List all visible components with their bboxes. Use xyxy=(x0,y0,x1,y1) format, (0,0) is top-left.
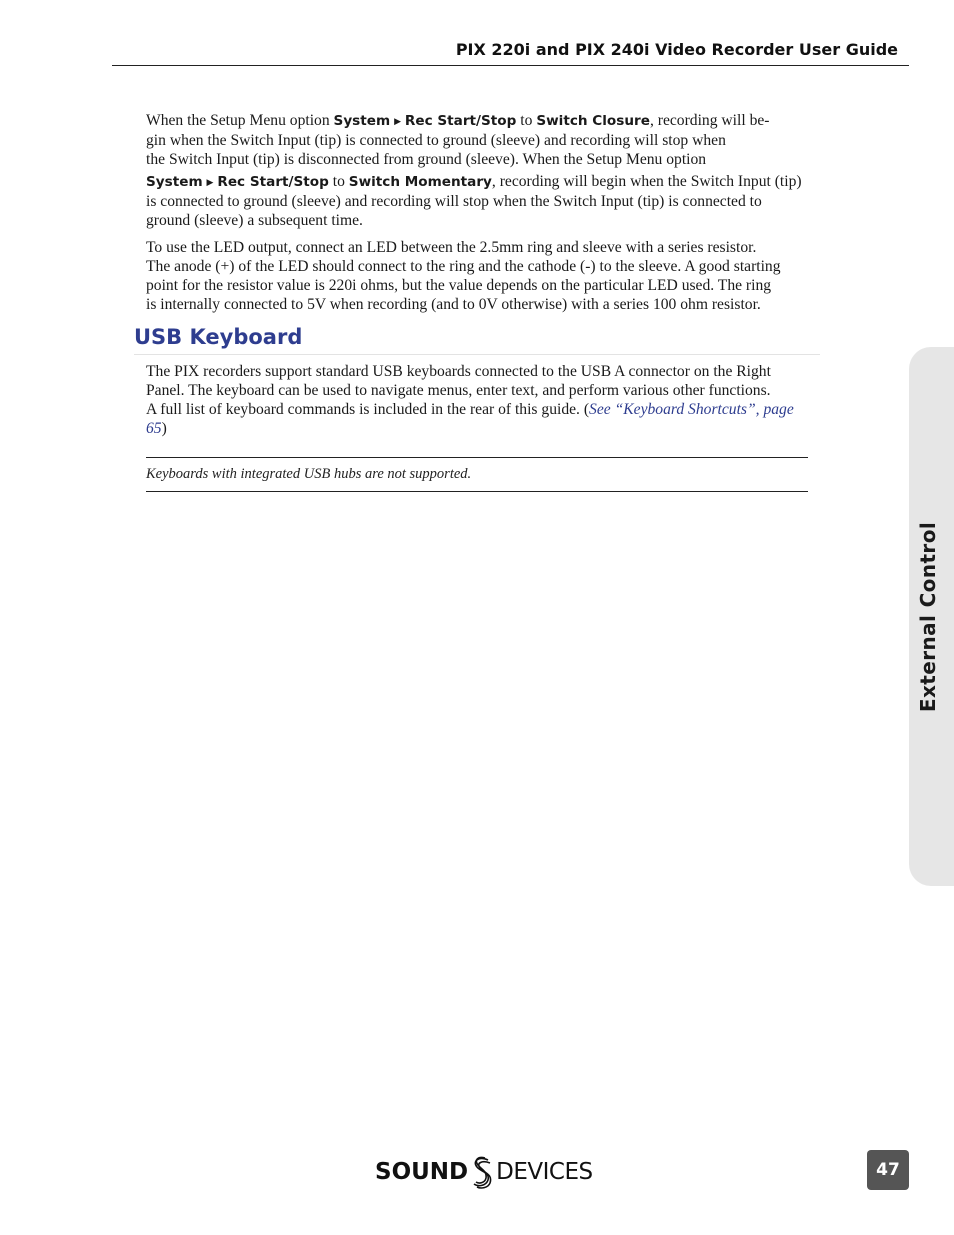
right-arrow-icon: ▶ xyxy=(394,116,401,126)
paragraph-line: Panel. The keyboard can be used to navigate menus, enter text, and perform various other functions. xyxy=(146,382,771,399)
paragraph-line: is internally connected to 5V when recording (and to 0V otherwise) with a series 100 ohm resistor. xyxy=(146,296,761,313)
text-run: , recording will begin when the Switch Input (tip) xyxy=(491,173,802,190)
paragraph-line xyxy=(146,172,842,192)
text-run: to xyxy=(328,173,349,190)
chapter-side-tab-label: External Control xyxy=(916,521,940,713)
keyboard-shortcuts-link[interactable]: See “Keyboard Shortcuts”, page xyxy=(589,401,794,418)
note-top-rule xyxy=(146,457,808,458)
paragraph-line: The anode (+) of the LED should connect to the ring and the cathode (-) to the sleeve. A good starting xyxy=(146,258,781,275)
logo-word-devices: DEVICES xyxy=(496,1159,593,1185)
paragraph-line xyxy=(146,419,842,438)
paragraph-line: To use the LED output, connect an LED between the 2.5mm ring and sleeve with a series resistor. xyxy=(146,239,757,256)
sound-devices-logo xyxy=(375,1155,593,1189)
text-run: A full list of keyboard commands is included in the rear of this guide. ( xyxy=(146,401,590,418)
heading-rule xyxy=(134,354,820,355)
paragraph-line: point for the resistor value is 220i ohms, but the value depends on the particular LED used. The ring xyxy=(146,277,772,294)
paragraph-line: is connected to ground (sleeve) and recording will stop when the Switch Input (tip) is connected to xyxy=(146,193,762,210)
text-run: ) xyxy=(161,420,167,437)
text-run: , recording will be- xyxy=(649,112,770,129)
note-bottom-rule xyxy=(146,491,808,492)
paragraph-usb-keyboard xyxy=(146,362,842,438)
menu-system: System xyxy=(333,113,391,129)
section-heading: USB Keyboard xyxy=(134,325,303,349)
logo-word-sound: SOUND xyxy=(375,1159,469,1185)
menu-switch-closure: Switch Closure xyxy=(536,113,650,129)
menu-rec-start-stop: Rec Start/Stop xyxy=(404,113,517,129)
paragraph-line: The PIX recorders support standard USB keyboards connected to the USB A connector on the Right xyxy=(146,363,771,380)
paragraph-line: the Switch Input (tip) is disconnected from ground (sleeve). When the Setup Menu option xyxy=(146,151,707,168)
note-text: Keyboards with integrated USB hubs are not supported. xyxy=(146,466,472,482)
keyboard-shortcuts-link-page[interactable]: 65 xyxy=(146,420,162,437)
paragraph-led-output xyxy=(146,238,842,314)
menu-rec-start-stop: Rec Start/Stop xyxy=(217,174,329,190)
paragraph-line xyxy=(146,111,842,131)
menu-system: System xyxy=(146,174,203,190)
right-arrow-icon: ▶ xyxy=(206,177,214,187)
page-number-badge: 47 xyxy=(867,1150,909,1190)
header-title: PIX 220i and PIX 240i Video Recorder User Guide xyxy=(455,40,898,59)
paragraph-line xyxy=(146,400,842,419)
sound-devices-s-mark-icon xyxy=(469,1155,495,1189)
header-rule xyxy=(112,65,909,66)
text-run: When the Setup Menu option xyxy=(146,112,334,129)
text-run: to xyxy=(516,112,537,129)
paragraph-line: gin when the Switch Input (tip) is connected to ground (sleeve) and recording will stop when xyxy=(146,132,726,149)
menu-switch-momentary: Switch Momentary xyxy=(348,174,492,190)
paragraph-line: ground (sleeve) a subsequent time. xyxy=(146,212,363,229)
paragraph-switch-input xyxy=(146,111,842,230)
